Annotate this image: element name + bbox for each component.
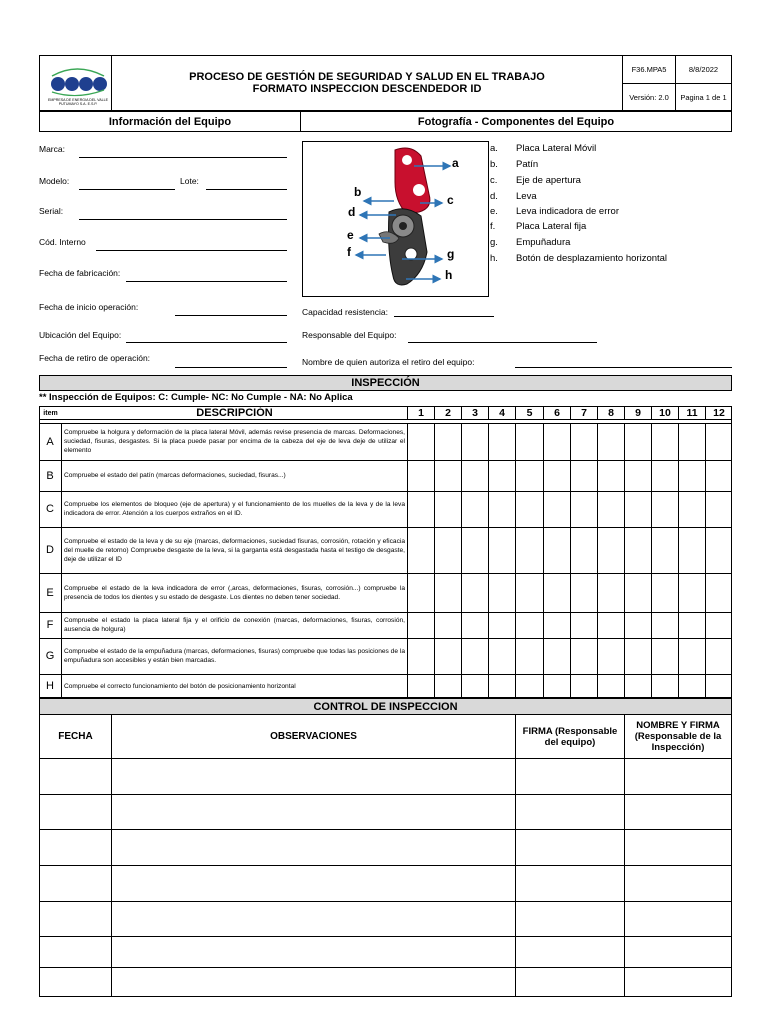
inspection-column-header: 1 xyxy=(407,406,434,420)
inspection-check-cell[interactable] xyxy=(434,491,461,527)
modelo-field[interactable] xyxy=(79,189,175,190)
component-key: f. xyxy=(490,221,496,232)
inspection-item-description: Compruebe el estado de la empuñadura (marcas, deformaciones, fisuras) compruebe que todas las posiciones de la empuñadura son accesibles y están bien marcadas. xyxy=(64,648,405,664)
control-firma-cell[interactable] xyxy=(515,865,625,902)
fecha-inicio-label: Fecha de inicio operación: xyxy=(39,302,139,312)
inspection-item-letter: E xyxy=(39,573,62,612)
inspection-check-cell[interactable] xyxy=(543,460,570,491)
component-key: a. xyxy=(490,143,498,154)
inspection-check-cell[interactable] xyxy=(461,491,488,527)
control-firma-cell[interactable] xyxy=(515,901,625,937)
control-observaciones-cell[interactable] xyxy=(111,758,516,795)
inspection-check-cell[interactable] xyxy=(515,423,543,460)
inspection-check-cell[interactable] xyxy=(434,674,461,698)
inspection-check-cell[interactable] xyxy=(597,491,624,527)
photo-label-g: g xyxy=(447,247,455,261)
inspection-item-description: Compruebe el estado del patín (marcas deformaciones, suciedad, fisuras...) xyxy=(64,472,286,479)
description-header: DESCRIPCIÓN xyxy=(196,407,273,419)
component-name: Eje de apertura xyxy=(516,175,581,186)
lote-field[interactable] xyxy=(206,189,287,190)
photo-label-d: d xyxy=(348,205,356,219)
inspection-item-letter: A xyxy=(39,423,62,460)
inspection-legend: ** Inspección de Equipos: C: Cumple- NC: No Cumple - NA: No Aplica xyxy=(39,392,353,403)
control-observaciones-cell[interactable] xyxy=(111,936,516,968)
inspection-check-cell[interactable] xyxy=(678,573,705,612)
inspection-check-cell[interactable] xyxy=(407,573,434,612)
inspection-check-cell[interactable] xyxy=(597,612,624,638)
component-name: Placa Lateral fija xyxy=(516,221,587,232)
control-nombre-cell[interactable] xyxy=(624,758,732,795)
inspection-check-cell[interactable] xyxy=(705,638,732,674)
marca-label: Marca: xyxy=(39,144,65,154)
inspection-check-cell[interactable] xyxy=(434,460,461,491)
header-title-cell xyxy=(111,55,623,111)
inspection-item-description: Compruebe la holgura y deformación de la placa lateral Móvil, además revise presencia de marcas. Deformaciones, suciedad, fisuras, desgastes. Si la placa puede pasar por encima de la cabeza del eje de leva deje de utilizar el elemento xyxy=(64,429,405,454)
inspection-check-cell[interactable] xyxy=(651,573,678,612)
inspection-check-cell[interactable] xyxy=(597,527,624,573)
doc-version: Versión: 2.0 xyxy=(622,83,676,111)
inspection-item-letter: B xyxy=(39,460,62,491)
inspection-check-cell[interactable] xyxy=(488,460,515,491)
inspection-check-cell[interactable] xyxy=(515,638,543,674)
inspection-column-header: 8 xyxy=(597,406,624,420)
inspection-check-cell[interactable] xyxy=(543,573,570,612)
inspection-check-cell[interactable] xyxy=(624,573,651,612)
inspection-check-cell[interactable] xyxy=(570,423,597,460)
component-name: Botón de desplazamiento horizontal xyxy=(516,253,668,264)
control-nombre-cell[interactable] xyxy=(624,865,732,902)
inspection-column-header: 10 xyxy=(651,406,678,420)
inspection-check-cell[interactable] xyxy=(543,674,570,698)
inspection-check-cell[interactable] xyxy=(678,527,705,573)
control-nombre-cell[interactable] xyxy=(624,967,732,997)
inspection-check-cell[interactable] xyxy=(705,612,732,638)
doc-date: 8/8/2022 xyxy=(675,55,732,84)
autoriza-retiro-label: Nombre de quien autoriza el retiro del equipo: xyxy=(302,357,475,367)
control-fecha-header: FECHA xyxy=(39,714,112,759)
inspection-check-cell[interactable] xyxy=(515,527,543,573)
control-firma-cell[interactable] xyxy=(515,794,625,830)
inspection-check-cell[interactable] xyxy=(570,674,597,698)
inspection-check-cell[interactable] xyxy=(624,460,651,491)
inspection-check-cell[interactable] xyxy=(570,491,597,527)
inspection-check-cell[interactable] xyxy=(515,573,543,612)
inspection-check-cell[interactable] xyxy=(461,573,488,612)
photo-label-f: f xyxy=(347,245,351,259)
inspection-column-header: 12 xyxy=(705,406,732,420)
inspection-check-cell[interactable] xyxy=(624,612,651,638)
inspection-check-cell[interactable] xyxy=(515,674,543,698)
inspection-column-header: 11 xyxy=(678,406,705,420)
photo-header: Fotografía - Componentes del Equipo xyxy=(300,111,732,132)
inspection-check-cell[interactable] xyxy=(461,527,488,573)
control-observaciones-cell[interactable] xyxy=(111,967,516,997)
inspection-column-header: 5 xyxy=(515,406,543,420)
inspection-check-cell[interactable] xyxy=(705,573,732,612)
inspection-column-header: 3 xyxy=(461,406,488,420)
capacidad-field[interactable] xyxy=(394,316,494,317)
inspection-column-header: 9 xyxy=(624,406,651,420)
inspection-check-cell[interactable] xyxy=(597,573,624,612)
fecha-fabricacion-field[interactable] xyxy=(126,281,287,282)
serial-field[interactable] xyxy=(79,219,287,220)
inspection-check-cell[interactable] xyxy=(678,491,705,527)
equipment-info-header: Información del Equipo xyxy=(39,111,301,132)
control-firma-cell[interactable] xyxy=(515,967,625,997)
inspection-check-cell[interactable] xyxy=(651,612,678,638)
fecha-fabricacion-label: Fecha de fabricación: xyxy=(39,268,121,278)
document-subtitle: FORMATO INSPECCION DESCENDEDOR ID xyxy=(252,83,482,95)
inspection-check-cell[interactable] xyxy=(570,573,597,612)
ubicacion-label: Ubicación del Equipo: xyxy=(39,330,122,340)
inspection-check-cell[interactable] xyxy=(624,527,651,573)
inspection-check-cell[interactable] xyxy=(407,674,434,698)
inspection-check-cell[interactable] xyxy=(651,460,678,491)
inspection-check-cell[interactable] xyxy=(434,423,461,460)
inspection-check-cell[interactable] xyxy=(543,491,570,527)
inspection-check-cell[interactable] xyxy=(488,612,515,638)
inspection-check-cell[interactable] xyxy=(515,612,543,638)
control-nombre-cell[interactable] xyxy=(624,901,732,937)
inspection-check-cell[interactable] xyxy=(461,612,488,638)
document-title: PROCESO DE GESTIÓN DE SEGURIDAD Y SALUD EN EL TRABAJO xyxy=(189,71,545,83)
inspection-check-cell[interactable] xyxy=(461,460,488,491)
inspection-item-description: Compruebe los elementos de bloqueo (eje de apertura) y el funcionamiento de los muelles de la leva y de la leva indicadora de error. Atención a los cuerpos extraños en el ID. xyxy=(64,501,405,517)
fecha-retiro-label: Fecha de retiro de operación: xyxy=(39,353,151,363)
component-name: Placa Lateral Móvil xyxy=(516,143,597,154)
inspection-check-cell[interactable] xyxy=(488,423,515,460)
control-nombre-header: NOMBRE Y FIRMA (Responsable de la Inspección) xyxy=(624,714,732,759)
inspection-column-header: 7 xyxy=(570,406,597,420)
fecha-retiro-field[interactable] xyxy=(175,367,287,368)
component-key: g. xyxy=(490,237,498,248)
inspection-check-cell[interactable] xyxy=(407,638,434,674)
component-key: h. xyxy=(490,253,498,264)
inspection-check-cell[interactable] xyxy=(678,612,705,638)
inspection-check-cell[interactable] xyxy=(515,460,543,491)
inspection-check-cell[interactable] xyxy=(651,491,678,527)
inspection-check-cell[interactable] xyxy=(597,674,624,698)
component-name: Patín xyxy=(516,159,539,170)
inspection-check-cell[interactable] xyxy=(624,491,651,527)
modelo-label: Modelo: xyxy=(39,176,70,186)
control-observaciones-cell[interactable] xyxy=(111,901,516,937)
inspection-check-cell[interactable] xyxy=(488,638,515,674)
inspection-check-cell[interactable] xyxy=(570,612,597,638)
responsable-label: Responsable del Equipo: xyxy=(302,330,397,340)
fecha-inicio-field[interactable] xyxy=(175,315,287,316)
inspection-item-description: Compruebe el estado la placa lateral fija y el orificio de conexión (marcas, deformaciones, fisuras, corrosión, ausencia de holgura) xyxy=(64,617,405,633)
inspection-check-cell[interactable] xyxy=(570,460,597,491)
control-observaciones-cell[interactable] xyxy=(111,865,516,902)
cod-interno-field[interactable] xyxy=(96,250,287,251)
inspection-check-cell[interactable] xyxy=(407,612,434,638)
inspection-check-cell[interactable] xyxy=(570,638,597,674)
inspection-check-cell[interactable] xyxy=(678,638,705,674)
control-fecha-cell[interactable] xyxy=(39,865,112,902)
inspection-item-description: Compruebe el estado de la leva y de su eje (marcas, deformaciones, suciedad fisuras, corrosión, rotación y eficacia del muelle de retorno) Compruebe desgaste de la leva, si la garganta está desgastada hasta el testigo de desgaste, deje de utilizar el ID xyxy=(64,537,405,563)
inspection-check-cell[interactable] xyxy=(488,573,515,612)
inspection-check-cell[interactable] xyxy=(488,674,515,698)
inspection-column-header: 2 xyxy=(434,406,461,420)
inspection-check-cell[interactable] xyxy=(624,638,651,674)
doc-page: Pagina 1 de 1 xyxy=(675,83,732,111)
ubicacion-field[interactable] xyxy=(126,342,287,343)
photo-label-h: h xyxy=(445,268,453,282)
inspection-check-cell[interactable] xyxy=(651,423,678,460)
control-firma-cell[interactable] xyxy=(515,936,625,968)
control-observaciones-cell[interactable] xyxy=(111,829,516,866)
component-name: Leva xyxy=(516,191,537,202)
control-nombre-cell[interactable] xyxy=(624,936,732,968)
inspection-check-cell[interactable] xyxy=(434,638,461,674)
inspection-check-cell[interactable] xyxy=(705,491,732,527)
control-fecha-cell[interactable] xyxy=(39,901,112,937)
inspection-check-cell[interactable] xyxy=(434,612,461,638)
inspection-item-letter: G xyxy=(39,638,62,674)
control-fecha-cell[interactable] xyxy=(39,967,112,997)
inspection-check-cell[interactable] xyxy=(624,674,651,698)
inspection-check-cell[interactable] xyxy=(705,423,732,460)
control-firma-cell[interactable] xyxy=(515,758,625,795)
control-firma-header: FIRMA (Responsable del equipo) xyxy=(515,714,625,759)
inspection-item-letter: H xyxy=(39,674,62,698)
inspection-check-cell[interactable] xyxy=(705,527,732,573)
lote-label: Lote: xyxy=(180,176,199,186)
control-title: CONTROL DE INSPECCION xyxy=(39,698,732,715)
control-nombre-cell[interactable] xyxy=(624,794,732,830)
inspection-check-cell[interactable] xyxy=(678,674,705,698)
control-fecha-cell[interactable] xyxy=(39,758,112,795)
inspection-check-cell[interactable] xyxy=(407,423,434,460)
control-fecha-cell[interactable] xyxy=(39,829,112,866)
inspection-item-letter: D xyxy=(39,527,62,573)
control-fecha-cell[interactable] xyxy=(39,794,112,830)
inspection-column-header: 4 xyxy=(488,406,515,420)
inspection-check-cell[interactable] xyxy=(488,527,515,573)
inspection-check-cell[interactable] xyxy=(543,423,570,460)
serial-label: Serial: xyxy=(39,206,64,216)
inspection-item-description: Compruebe el correcto funcionamiento del botón de posicionamiento horizontal xyxy=(64,682,296,690)
capacidad-label: Capacidad resistencia: xyxy=(302,307,388,317)
inspection-check-cell[interactable] xyxy=(461,423,488,460)
logo-subtext: EMPRESA DE ENERGIA DEL VALLE PUTUMAYO S.A. E.S.P. xyxy=(47,98,109,106)
inspection-check-cell[interactable] xyxy=(570,527,597,573)
component-key: e. xyxy=(490,206,498,217)
inspection-check-cell[interactable] xyxy=(461,674,488,698)
inspection-check-cell[interactable] xyxy=(543,638,570,674)
inspection-item-letter: F xyxy=(39,612,62,638)
cod-interno-label: Cód. Interno xyxy=(39,237,86,247)
control-observaciones-cell[interactable] xyxy=(111,794,516,830)
component-key: b. xyxy=(490,159,498,170)
inspection-check-cell[interactable] xyxy=(597,638,624,674)
inspection-check-cell[interactable] xyxy=(651,527,678,573)
component-name: Leva indicadora de error xyxy=(516,206,619,217)
inspection-check-cell[interactable] xyxy=(678,423,705,460)
autoriza-retiro-field[interactable] xyxy=(515,367,732,368)
inspection-check-cell[interactable] xyxy=(651,674,678,698)
inspection-check-cell[interactable] xyxy=(678,460,705,491)
inspection-check-cell[interactable] xyxy=(651,638,678,674)
photo-label-a: a xyxy=(452,156,459,170)
photo-label-b: b xyxy=(354,185,362,199)
component-key: d. xyxy=(490,191,498,202)
inspection-check-cell[interactable] xyxy=(407,491,434,527)
control-nombre-cell[interactable] xyxy=(624,829,732,866)
control-firma-cell[interactable] xyxy=(515,829,625,866)
responsable-field[interactable] xyxy=(408,342,597,343)
inspection-check-cell[interactable] xyxy=(407,460,434,491)
photo-label-c: c xyxy=(447,193,454,207)
inspection-check-cell[interactable] xyxy=(543,612,570,638)
component-key: c. xyxy=(490,175,498,186)
photo-arrows xyxy=(302,141,489,297)
inspection-check-cell[interactable] xyxy=(434,573,461,612)
inspection-item-letter: C xyxy=(39,491,62,527)
inspection-check-cell[interactable] xyxy=(705,674,732,698)
inspection-item-description: Compruebe el estado de la leva indicadora de error (,arcas, deformaciones, fisuras, corrosión...) compruebe la presencia de todos los dientes y su estado de desgaste. Los dientes no deben tener sociedad. xyxy=(64,584,405,601)
inspection-title: INSPECCIÓN xyxy=(39,375,732,391)
inspection-check-cell[interactable] xyxy=(461,638,488,674)
inspection-check-cell[interactable] xyxy=(705,460,732,491)
inspection-check-cell[interactable] xyxy=(597,423,624,460)
inspection-check-cell[interactable] xyxy=(515,491,543,527)
inspection-check-cell[interactable] xyxy=(543,527,570,573)
inspection-check-cell[interactable] xyxy=(597,460,624,491)
inspection-check-cell[interactable] xyxy=(407,527,434,573)
inspection-check-cell[interactable] xyxy=(624,423,651,460)
control-fecha-cell[interactable] xyxy=(39,936,112,968)
control-observaciones-header: OBSERVACIONES xyxy=(111,714,516,759)
photo-label-e: e xyxy=(347,228,354,242)
component-name: Empuñadura xyxy=(516,237,571,248)
marca-field[interactable] xyxy=(79,157,287,158)
inspection-check-cell[interactable] xyxy=(488,491,515,527)
item-header: item xyxy=(43,409,58,417)
inspection-column-header: 6 xyxy=(543,406,570,420)
doc-code: F36.MPA5 xyxy=(622,55,676,84)
inspection-check-cell[interactable] xyxy=(434,527,461,573)
